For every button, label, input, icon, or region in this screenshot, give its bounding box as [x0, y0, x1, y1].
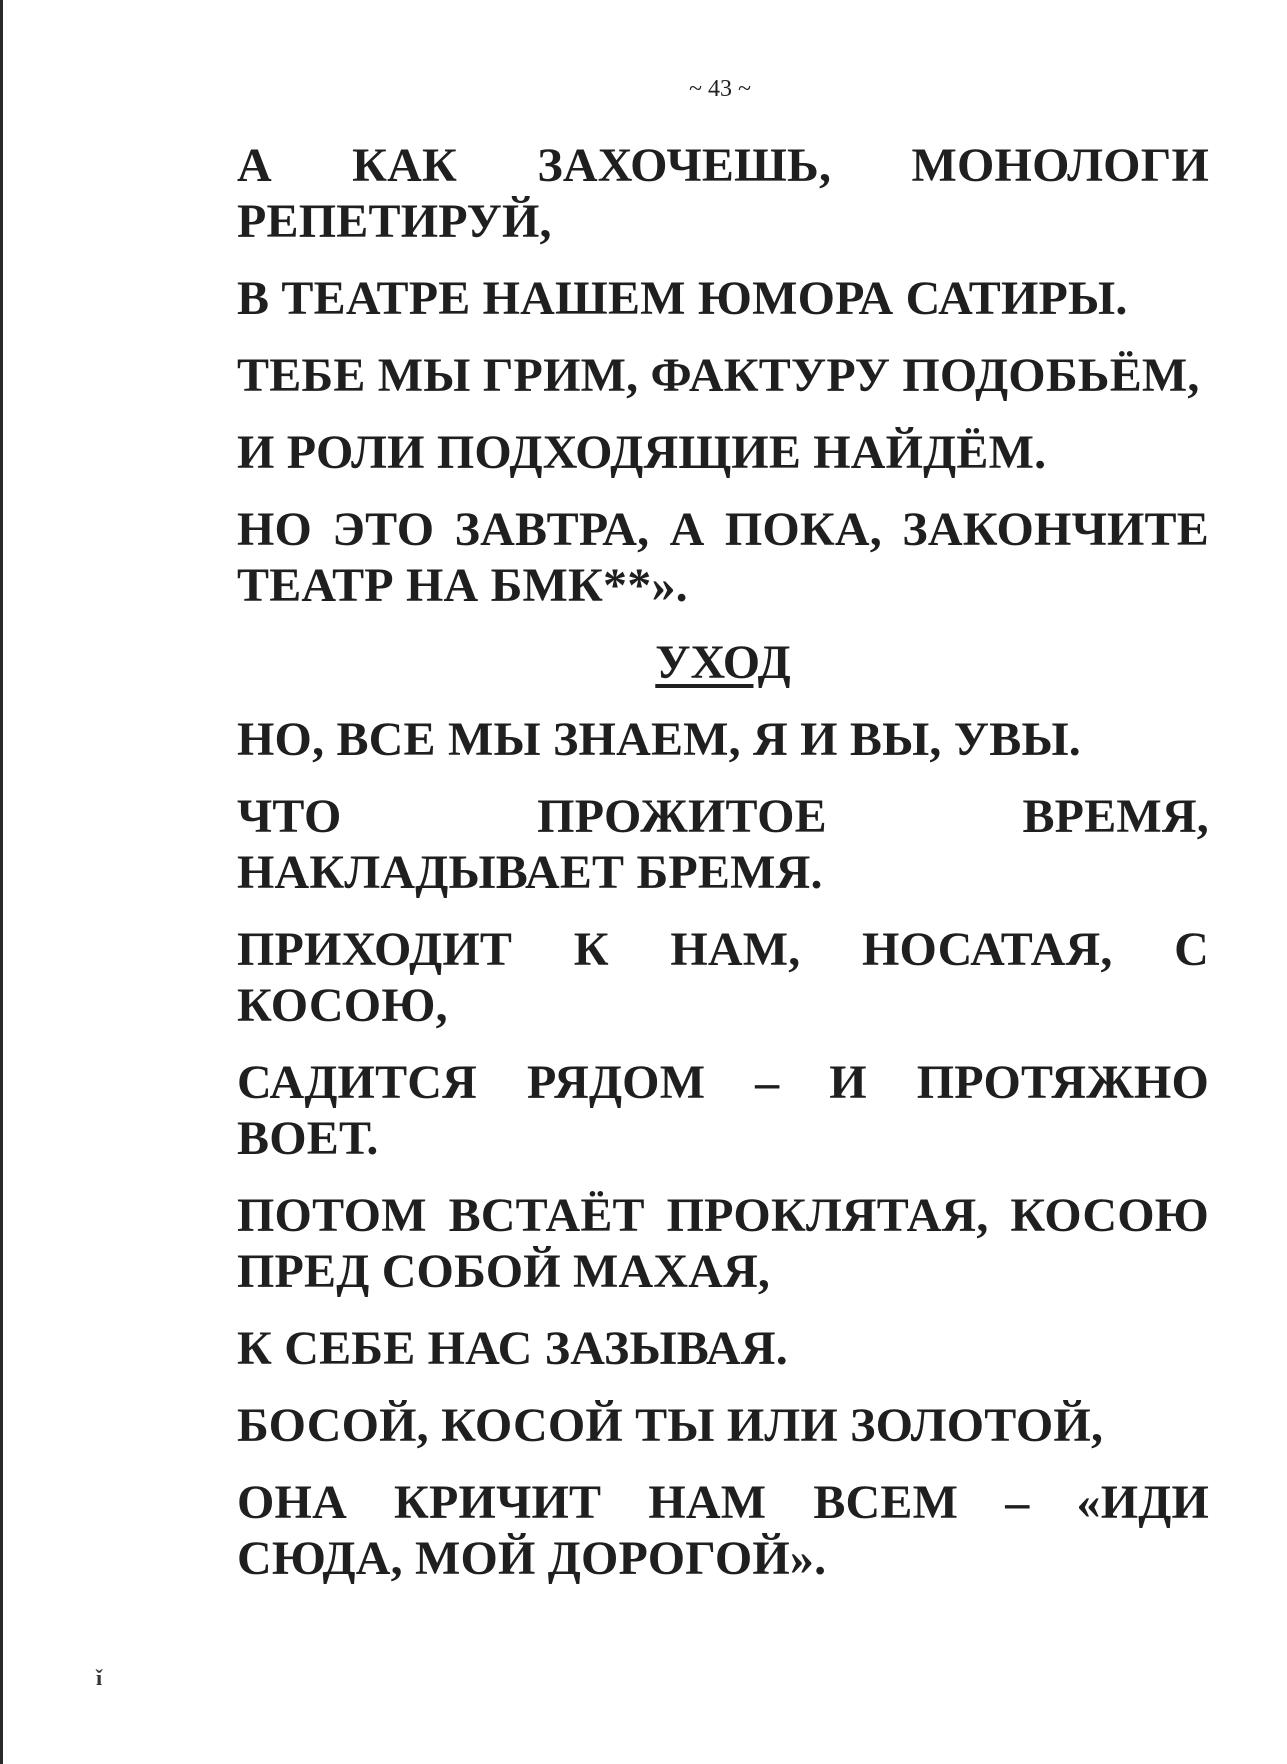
verse-line: ТЕБЕ МЫ ГРИМ, ФАКТУРУ ПОДОБЬЁМ, — [237, 349, 1200, 402]
verse-line: И РОЛИ ПОДХОДЯЩИЕ НАЙДЁМ. — [237, 426, 1047, 479]
verse-line: НО ЭТО ЗАВТРА, А ПОКА, ЗАКОНЧИТЕ ТЕАТР НА БМК**». — [237, 503, 1209, 612]
verse-line: К СЕБЕ НАС ЗАЗЫВАЯ. — [237, 1322, 788, 1375]
verse-line: ПОТОМ ВСТАЁТ ПРОКЛЯТАЯ, КОСОЮ ПРЕД СОБОЙ МАХАЯ, — [237, 1189, 1209, 1298]
page-number: ~ 43 ~ — [689, 76, 751, 102]
verse-line: БОСОЙ, КОСОЙ ТЫ ИЛИ ЗОЛОТОЙ, — [237, 1399, 1104, 1452]
poem-text — [237, 138, 1209, 1608]
verse-line: В ТЕАТРЕ НАШЕМ ЮМОРА САТИРЫ. — [237, 272, 1128, 325]
corner-scan-mark: ǐ — [96, 1665, 103, 1690]
verse-line: САДИТСЯ РЯДОМ – И ПРОТЯЖНО ВОЕТ. — [237, 1056, 1209, 1165]
verse-line: А КАК ЗАХОЧЕШЬ, МОНОЛОГИ РЕПЕТИРУЙ, — [237, 139, 1209, 248]
section-heading: УХОД — [655, 636, 791, 689]
verse-line: НО, ВСЕ МЫ ЗНАЕМ, Я И ВЫ, УВЫ. — [237, 713, 1081, 766]
scan-left-edge — [0, 0, 3, 1764]
verse-line: ОНА КРИЧИТ НАМ ВСЕМ – «ИДИ СЮДА, МОЙ ДОРОГОЙ». — [237, 1476, 1209, 1585]
verse-line: ПРИХОДИТ К НАМ, НОСАТАЯ, С КОСОЮ, — [237, 923, 1209, 1032]
verse-line: ЧТО ПРОЖИТОЕ ВРЕМЯ, НАКЛАДЫВАЕТ БРЕМЯ. — [237, 790, 1209, 899]
